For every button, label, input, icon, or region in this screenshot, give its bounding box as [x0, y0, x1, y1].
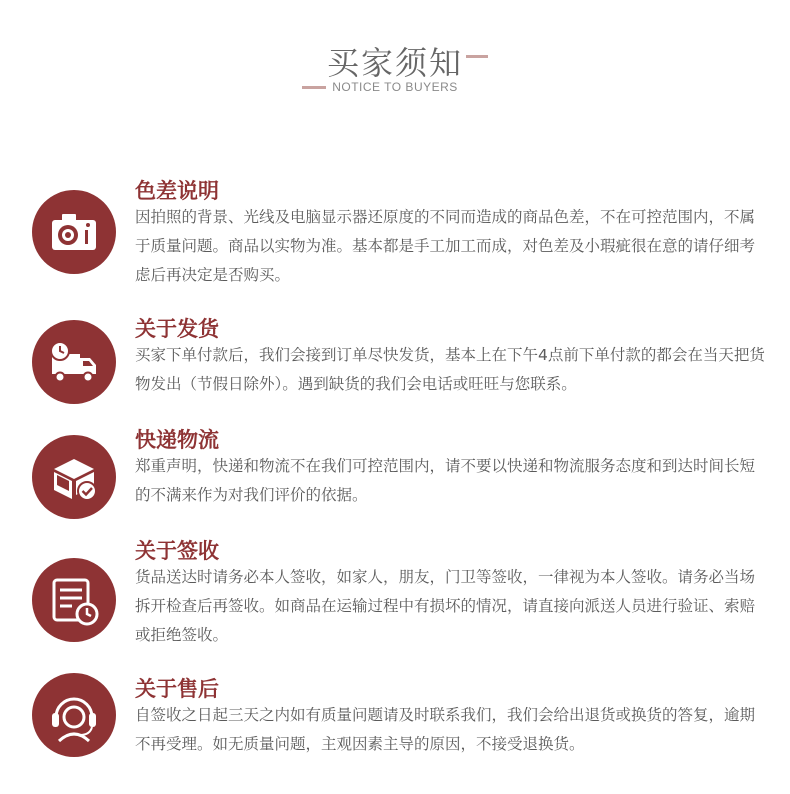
page-header: [0, 0, 790, 110]
page-subtitle: NOTICE TO BUYERS: [332, 80, 458, 94]
customer-service-headset-icon: [32, 673, 116, 757]
section-title: 关于售后: [135, 677, 219, 701]
section-text: 郑重声明，快递和物流不在我们可控范围内，请不要以快递和物流服务态度和到达时间长短的不满来作为对我们评价的依据。: [135, 457, 756, 504]
page-title: 买家须知: [326, 44, 463, 82]
receipt-clock-icon: [32, 558, 116, 642]
camera-icon: [32, 190, 116, 274]
title-dash-decoration: [466, 55, 488, 58]
section-text: 货品送达时请务必本人签收，如家人，朋友，门卫等签收，一律视为本人签收。请务必当场拆开检查后再签收。如商品在运输过程中有损坏的情况，请直接向派送人员进行验证、索赔或拒绝签收。: [135, 568, 756, 644]
section-title: 快递物流: [135, 428, 219, 452]
package-check-icon: [32, 435, 116, 519]
section-title: 色差说明: [135, 179, 219, 203]
delivery-truck-icon: [32, 320, 116, 404]
section-text: 自签收之日起三天之内如有质量问题请及时联系我们，我们会给出退货或换货的答复，逾期不再受理。如无质量问题，主观因素主导的原因，不接受退换货。: [135, 706, 756, 753]
section-text: 因拍照的背景、光线及电脑显示器还原度的不同而造成的商品色差，不在可控范围内，不属于质量问题。商品以实物为准。基本都是手工加工而成，对色差及小瑕疵很在意的请仔细考虑后再决定是否购买。: [135, 208, 756, 284]
section-title: 关于发货: [135, 317, 219, 341]
section-text: 买家下单付款后，我们会接到订单尽快发货，基本上在下午4点前下单付款的都会在当天把货物发出（节假日除外）。遇到缺货的我们会电话或旺旺与您联系。: [135, 346, 765, 393]
section-title: 关于签收: [135, 539, 219, 563]
